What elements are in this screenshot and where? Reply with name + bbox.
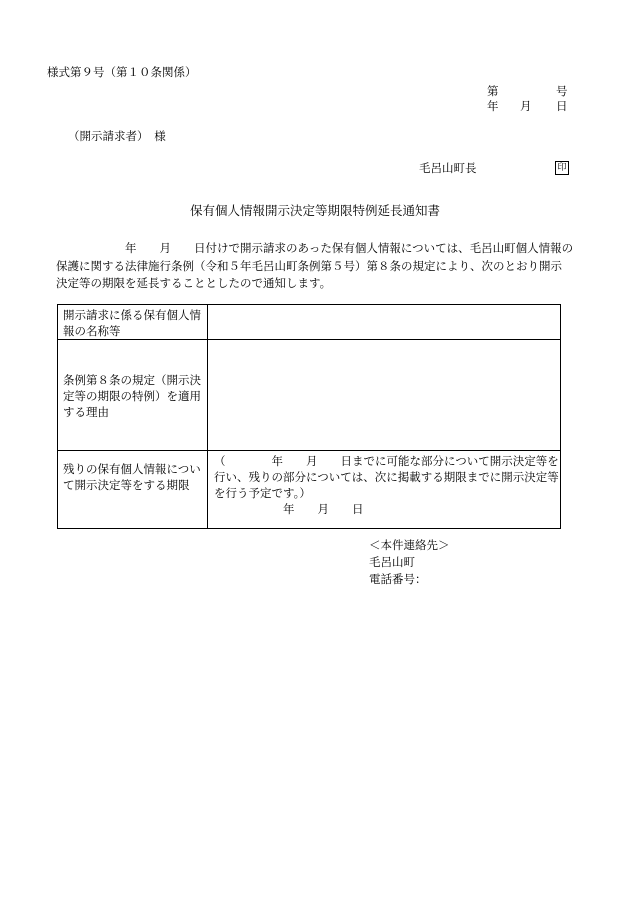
contact-block [369, 537, 450, 588]
row1-value[interactable] [208, 305, 561, 340]
contact-org: 毛呂山町 [369, 555, 415, 569]
row3-value-line-1: （ 年 月 日までに可能な部分について開示決定等を [214, 454, 559, 468]
date-day: 日 [556, 99, 568, 113]
info-table [57, 304, 561, 529]
table-row [58, 451, 561, 529]
body-paragraph [56, 240, 582, 293]
row3-label: 残りの保有個人情報について開示決定等をする期限 [58, 451, 208, 529]
form-number: 様式第９号（第１０条関係） [47, 65, 197, 79]
row3-value[interactable] [208, 451, 561, 529]
document-number-suffix: 号 [556, 84, 568, 98]
row1-label: 開示請求に係る保有個人情報の名称等 [58, 305, 208, 340]
row2-label: 条例第８条の規定（開示決定等の期限の特例）を適用する理由 [58, 340, 208, 451]
date-year: 年 [487, 99, 499, 113]
row3-value-line-3: を行う予定です。） [214, 486, 311, 500]
row3-value-line-2: 行い、残りの部分については、次に掲載する期限までに開示決定等 [214, 470, 559, 484]
issuer-name: 毛呂山町長 [419, 161, 477, 175]
body-line-2: 保護に関する法律施行条例（令和５年毛呂山町条例第５号）第８条の規定により、次のとおり開示 [56, 258, 562, 273]
contact-phone-label: 電話番号： [369, 572, 427, 586]
table-row [58, 340, 561, 451]
contact-heading: ＜本件連絡先＞ [369, 538, 450, 552]
document-number-prefix: 第 [487, 84, 499, 98]
document-title: 保有個人情報開示決定等期限特例延長通知書 [189, 203, 440, 218]
recipient-line: （開示請求者） 様 [68, 129, 166, 143]
date-month: 月 [520, 99, 532, 113]
row2-value[interactable] [208, 340, 561, 451]
table-row [58, 305, 561, 340]
body-line-3: 決定等の期限を延長することとしたので通知します。 [56, 276, 332, 290]
row3-value-line-4: 年 月 日 [214, 502, 364, 516]
body-line-1: 年 月 日付けで開示請求のあった保有個人情報については、毛呂山町個人情報の [56, 241, 574, 255]
seal-mark: 印 [555, 161, 569, 175]
